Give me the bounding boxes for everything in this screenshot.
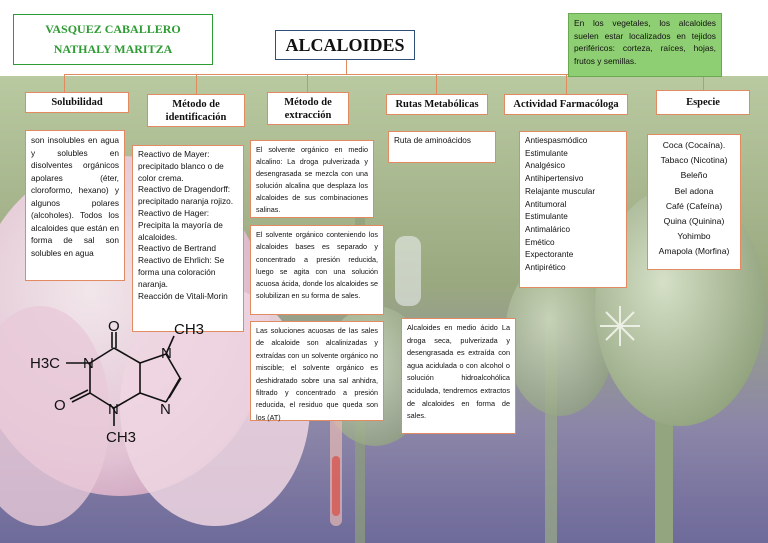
connector-solubilidad (64, 74, 65, 92)
especie-list (647, 134, 741, 270)
atom-label: N (160, 401, 171, 418)
extraccion-text-3: Las soluciones acuosas de las sales de alcaloide son alcalinizadas y extraídas con un solvente orgánico no miscible; el solvente orgánico es deshidratado sobre una sal anhidra, filtrado y concentrado a presión reducida, el residuo que queda son los (AT) (250, 321, 384, 421)
actividad-item: Relajante muscular (525, 186, 596, 196)
header-actividad: Actividad Farmacóloga (504, 94, 628, 115)
actividad-item: Antimalárico (525, 224, 571, 234)
identificacion-text: Reactivo de Mayer: precipitado blanco o de color crema. Reactivo de Dragendorff: precipitado naranja rojizo. Reactivo de Hager: Precipita la mayoría de alcaloides. Reactivo de Bertrand Reactivo de Ehrlich: Se forma una coloración naranja. Reacción de Vitali-Morin (132, 145, 244, 332)
especie-item: Tabaco (Nicotina) (660, 155, 728, 166)
especie-item: Yohimbo (677, 231, 711, 242)
author-box (13, 14, 213, 65)
author-name-line-2: NATHALY MARITZA (53, 42, 173, 56)
header-solubilidad: Solubilidad (25, 92, 129, 113)
actividad-item: Analgésico (525, 161, 566, 171)
actividad-item: Estimulante (525, 148, 568, 158)
especie-item: Beleño (680, 170, 708, 181)
actividad-item: Emético (525, 237, 555, 247)
actividad-item: Estimulante (525, 212, 568, 222)
atom-label: N (83, 355, 94, 372)
author-name-line-1: VASQUEZ CABALLERO (45, 22, 181, 36)
atom-label: N (161, 345, 172, 362)
actividad-item: Antihipertensivo (525, 174, 584, 184)
page-title: ALCALOIDES (275, 30, 415, 60)
connector-identificacion (196, 74, 197, 94)
especie-item: Café (Cafeína) (665, 200, 723, 211)
actividad-list (519, 131, 627, 288)
atom-label: O (108, 318, 120, 335)
atom-label: CH3 (174, 321, 205, 338)
rutas-text-2: Alcaloides en medio ácido La droga seca, pulverizada y desengrasada es extraída con agua acidulada o con alcohol o solución hidroalcohólica acidulada, tendremos extractos de alcaloides en forma de sales. (401, 318, 516, 434)
actividad-item: Antipirético (525, 263, 566, 273)
connector-rutas (436, 74, 437, 94)
header-extraccion: Método de extracción (267, 92, 349, 125)
header-identificacion: Método de identificación (147, 94, 245, 127)
connector-actividad (566, 74, 567, 94)
atom-label: CH3 (106, 429, 137, 446)
actividad-item: Expectorante (525, 250, 574, 260)
connector-extraccion (307, 74, 308, 92)
header-especie: Especie (656, 90, 750, 115)
extraccion-text-1: El solvente orgánico en medio alcalino: La droga pulverizada y desengrasada se mezcla con una solución alcalina que desplaza los alcaloides de sus combinaciones salinas. (250, 140, 374, 218)
especie-item: Coca (Cocaína). (662, 140, 726, 150)
especie-item: Quina (Quinina) (663, 216, 725, 227)
caffeine-structure-diagram (28, 318, 248, 478)
connector-title-down (346, 60, 347, 75)
actividad-item: Antiespasmódico (525, 136, 588, 145)
solubilidad-text: son insolubles en agua y solubles en disolventes orgánicos apolares (éter, cloroformo, hexano) y algunos polares (alcoholes). Todos los alcaloides que están en forma de sal son solubles en agua (25, 130, 125, 281)
especie-item: Bel adona (674, 185, 714, 196)
actividad-item: Antitumoral (525, 199, 567, 209)
atom-label: H3C (30, 355, 61, 372)
atom-label: N (108, 401, 119, 418)
header-rutas: Rutas Metabólicas (386, 94, 488, 115)
note-box: En los vegetales, los alcaloides suelen estar localizados en tejidos periféricos: corteza, raíces, hojas, frutos y semillas. (568, 13, 722, 77)
rutas-text-1: Ruta de aminoácidos (388, 131, 496, 163)
atom-label: O (54, 397, 66, 414)
especie-item: Amapola (Morfina) (658, 246, 730, 257)
extraccion-text-2: El solvente orgánico conteniendo los alcaloides bases es separado y concentrado a presión reducida, luego se agita con una solución acuosa ácida, donde los alcaloides se solubilizan en su forma de sales. (250, 225, 384, 315)
